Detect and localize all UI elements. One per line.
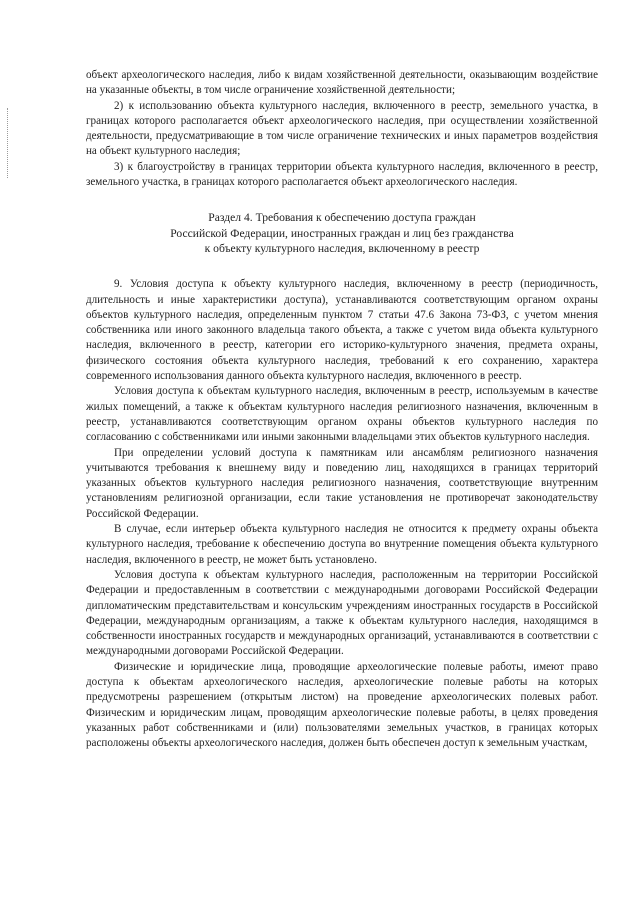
section-heading [86, 210, 598, 256]
paragraph-continuation: объект археологического наследия, либо к видам хозяйственной деятельности, оказывающим воздействие на указанные объекты, в том числе ограничение хозяйственной деятельности; [86, 69, 598, 97]
paragraph-9: 9. Условия доступа к объекту культурного наследия, включенному в реестр (периодичность, длительность и иные характеристики доступа), устанавливаются соответствующим органом охраны объектов культурного наследия, определенным пунктом 7 статьи 47.6 Закона 73-ФЗ, с учетом мнения собственника или иного законного владельца такого объекта, а также с учетом вида объекта культурного наследия, включенного в реестр, категории его историко-культурного значения, предмета охраны, физического состояния объекта культурного наследия, требований к его сохранению, характера современного использования данного объекта культурного наследия, включенного в реестр. [86, 278, 598, 383]
section-heading-line-1: Раздел 4. Требования к обеспечению доступа граждан [208, 211, 476, 225]
paragraph-item-2: 2) к использованию объекта культурного наследия, включенного в реестр, земельного участка, в границах которого располагается объект археологического наследия, при осуществлении хозяйственной деятельности, предусматривающие в том числе ограничение технических и иных параметров воздействия на объект культурного наследия; [86, 99, 598, 158]
section-heading-line-2: Российской Федерации, иностранных граждан и лиц без гражданства [170, 226, 514, 240]
paragraph-foreign: Условия доступа к объектам культурного наследия, расположенным на территории Российской Федерации и предоставленным в соответствии с международными договорами Российской Федерации дипломатическим представительствам и консульским учреждениям иностранных государств в Российской Федерации, международным организациям, а также к объектам культурного наследия, находящимся в собственности иностранных государств и международных организаций, устанавливаются в соответствии с международными договорами Российской Федерации. [86, 568, 598, 658]
section-heading-line-3: к объекту культурного наследия, включенному в реестр [204, 241, 480, 255]
paragraph-archaeology: Физические и юридические лица, проводящие археологические полевые работы, имеют право доступа к объектам археологического наследия, археологические полевые работы на которых предусмотрены разрешением (открытым листом) на проведение археологических полевых работ. Физическим и юридическим лицам, проводящим археологические полевые работы, в целях проведения указанных работ собственниками и (или) пользователями земельных участков, в границах которых расположены объекты археологического наследия, должен быть обеспечен доступ к земельным участкам, [86, 660, 598, 750]
body-text-bottom [86, 277, 598, 751]
paragraph-item-3: 3) к благоустройству в границах территории объекта культурного наследия, включенного в реестр, земельного участка, в границах которого располагается объект археологического наследия. [86, 160, 598, 189]
scan-binding-marks [7, 108, 10, 178]
paragraph-interior: В случае, если интерьер объекта культурного наследия не относится к предмету охраны объекта культурного наследия, требование к обеспечению доступа во внутренние помещения объекта культурного наследия, включенного в реестр, не может быть установлено. [86, 523, 598, 566]
paragraph-religious: При определении условий доступа к памятникам или ансамблям религиозного назначения учитываются требования к внешнему виду и поведению лиц, находящихся в границах территорий указанных объектов культурного наследия религиозного назначения, соответствующие внутренним установлениям религиозной организации, если такие установления не противоречат законодательству Российской Федерации. [86, 446, 598, 520]
paragraph-residential: Условия доступа к объектам культурного наследия, включенным в реестр, используемым в качестве жилых помещений, а также к объектам культурного наследия религиозного назначения, включенным в реестр, устанавливаются соответствующим органом охраны объектов культурного наследия по согласованию с собственниками или иными законными владельцами этих объектов культурного наследия. [86, 385, 598, 444]
body-text-top [86, 68, 598, 190]
